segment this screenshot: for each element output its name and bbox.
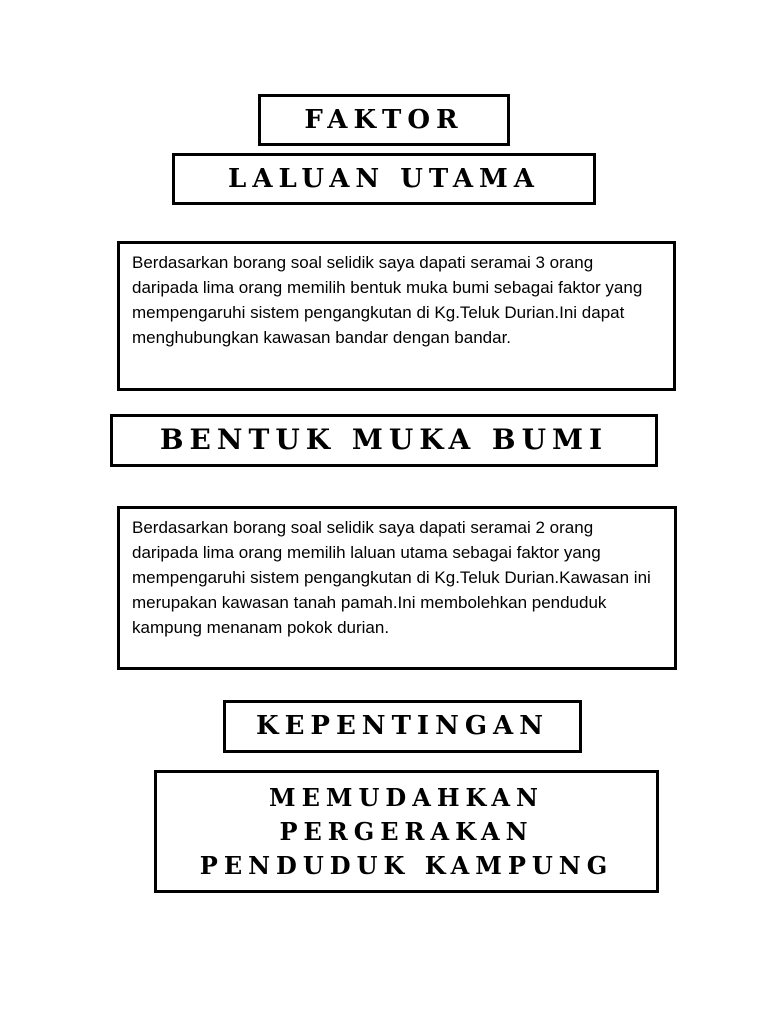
paragraph-bentuk-muka-bumi-text: Berdasarkan borang soal selidik saya dapati seramai 2 orang daripada lima orang memilih laluan utama sebagai faktor yang mempengaruhi sistem pengangkutan di Kg.Teluk Durian.Kawasan ini merupakan kawasan tanah pamah.Ini membolehkan penduduk kampung menanam pokok durian. bbox=[132, 518, 651, 637]
heading-bentuk-muka-bumi-box bbox=[110, 414, 658, 467]
heading-kepentingan-box bbox=[223, 700, 582, 753]
paragraph-bentuk-muka-bumi bbox=[117, 506, 677, 670]
importance-line-3: PENDUDUK KAMPUNG bbox=[199, 850, 614, 880]
importance-line-2: PERGERAKAN bbox=[279, 816, 534, 846]
paragraph-laluan-utama-text: Berdasarkan borang soal selidik saya dapati seramai 3 orang daripada lima orang memilih bentuk muka bumi sebagai faktor yang mempengaruhi sistem pengangkutan di Kg.Teluk Durian.Ini dapat menghubungkan kawasan bandar dengan bandar. bbox=[132, 253, 643, 347]
heading-laluan-utama-box bbox=[172, 153, 596, 205]
heading-laluan-utama: LALUAN UTAMA bbox=[228, 163, 540, 194]
importance-box bbox=[154, 770, 659, 893]
heading-faktor: FAKTOR bbox=[304, 104, 464, 135]
importance-line-1: MEMUDAHKAN bbox=[269, 782, 544, 812]
heading-faktor-box bbox=[258, 94, 510, 146]
paragraph-laluan-utama bbox=[117, 241, 676, 391]
heading-bentuk-muka-bumi: BENTUK MUKA BUMI bbox=[159, 423, 609, 457]
heading-kepentingan: KEPENTINGAN bbox=[256, 711, 549, 742]
